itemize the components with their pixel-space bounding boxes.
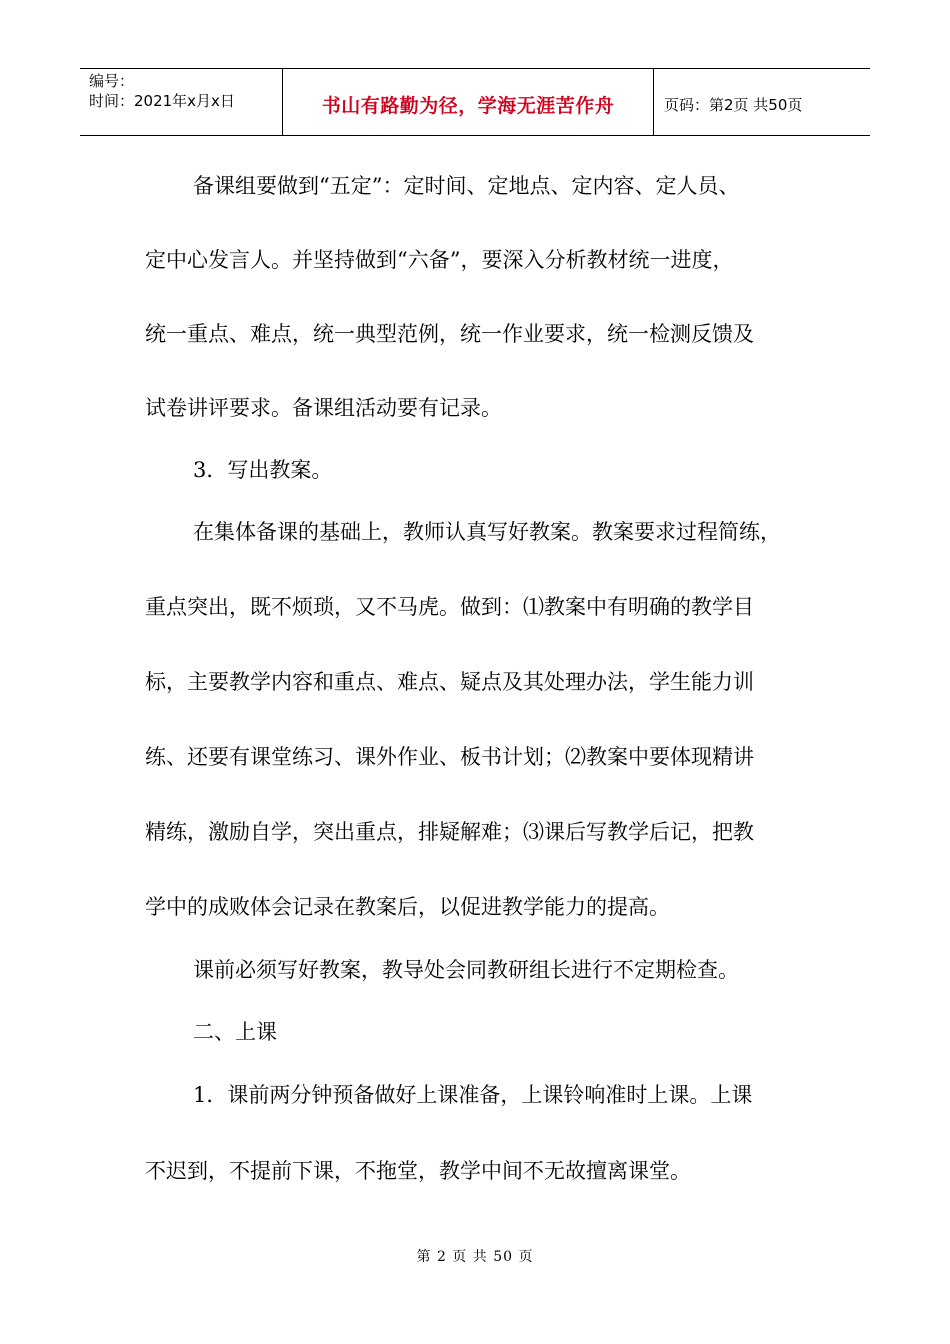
section-heading: 二、上课 bbox=[193, 1020, 277, 1044]
paragraph-line: 定中心发言人。并坚持做到“六备”，要深入分析教材统一进度， bbox=[145, 248, 734, 272]
paragraph-line: 统一重点、难点，统一典型范例，统一作业要求，统一检测反馈及 bbox=[145, 322, 754, 346]
paragraph-line: 精练，激励自学，突出重点，排疑解难；⑶课后写教学后记，把教 bbox=[145, 820, 754, 844]
paragraph-line: 不迟到，不提前下课，不拖堂，教学中间不无故擅离课堂。 bbox=[145, 1159, 691, 1183]
paragraph-line: 课前必须写好教案，教导处会同教研组长进行不定期检查。 bbox=[193, 958, 739, 982]
paragraph-line: 练、还要有课堂练习、课外作业、板书计划；⑵教案中要体现精讲 bbox=[145, 745, 754, 769]
page-header bbox=[80, 68, 870, 136]
header-meta-cell bbox=[80, 69, 283, 135]
paragraph-line: 在集体备课的基础上，教师认真写好教案。教案要求过程简练， bbox=[193, 520, 781, 544]
paragraph-line: 标，主要教学内容和重点、难点、疑点及其处理办法，学生能力训 bbox=[145, 670, 754, 694]
document-date-label: 时间：2021年x月x日 bbox=[89, 92, 235, 110]
header-motto-cell bbox=[283, 69, 654, 135]
paragraph-line: 学中的成败体会记录在教案后，以促进教学能力的提高。 bbox=[145, 895, 670, 919]
section-heading: 3．写出教案。 bbox=[193, 458, 333, 482]
header-motto: 书山有路勤为径，学海无涯苦作舟 bbox=[321, 94, 615, 117]
page-footer: 第 2 页 共 50 页 bbox=[416, 1249, 534, 1265]
paragraph-line: 试卷讲评要求。备课组活动要有记录。 bbox=[145, 396, 502, 420]
paragraph-line: 重点突出，既不烦琐，又不马虎。做到：⑴教案中有明确的教学目 bbox=[145, 595, 754, 619]
paragraph-line: 1．课前两分钟预备做好上课准备，上课铃响准时上课。上课 bbox=[193, 1083, 753, 1107]
header-page-number: 页码：第2页 共50页 bbox=[664, 95, 803, 114]
document-number-label: 编号： bbox=[89, 72, 135, 90]
paragraph-line: 备课组要做到“五定”：定时间、定地点、定内容、定人员、 bbox=[193, 174, 740, 198]
header-page-cell bbox=[654, 69, 870, 135]
